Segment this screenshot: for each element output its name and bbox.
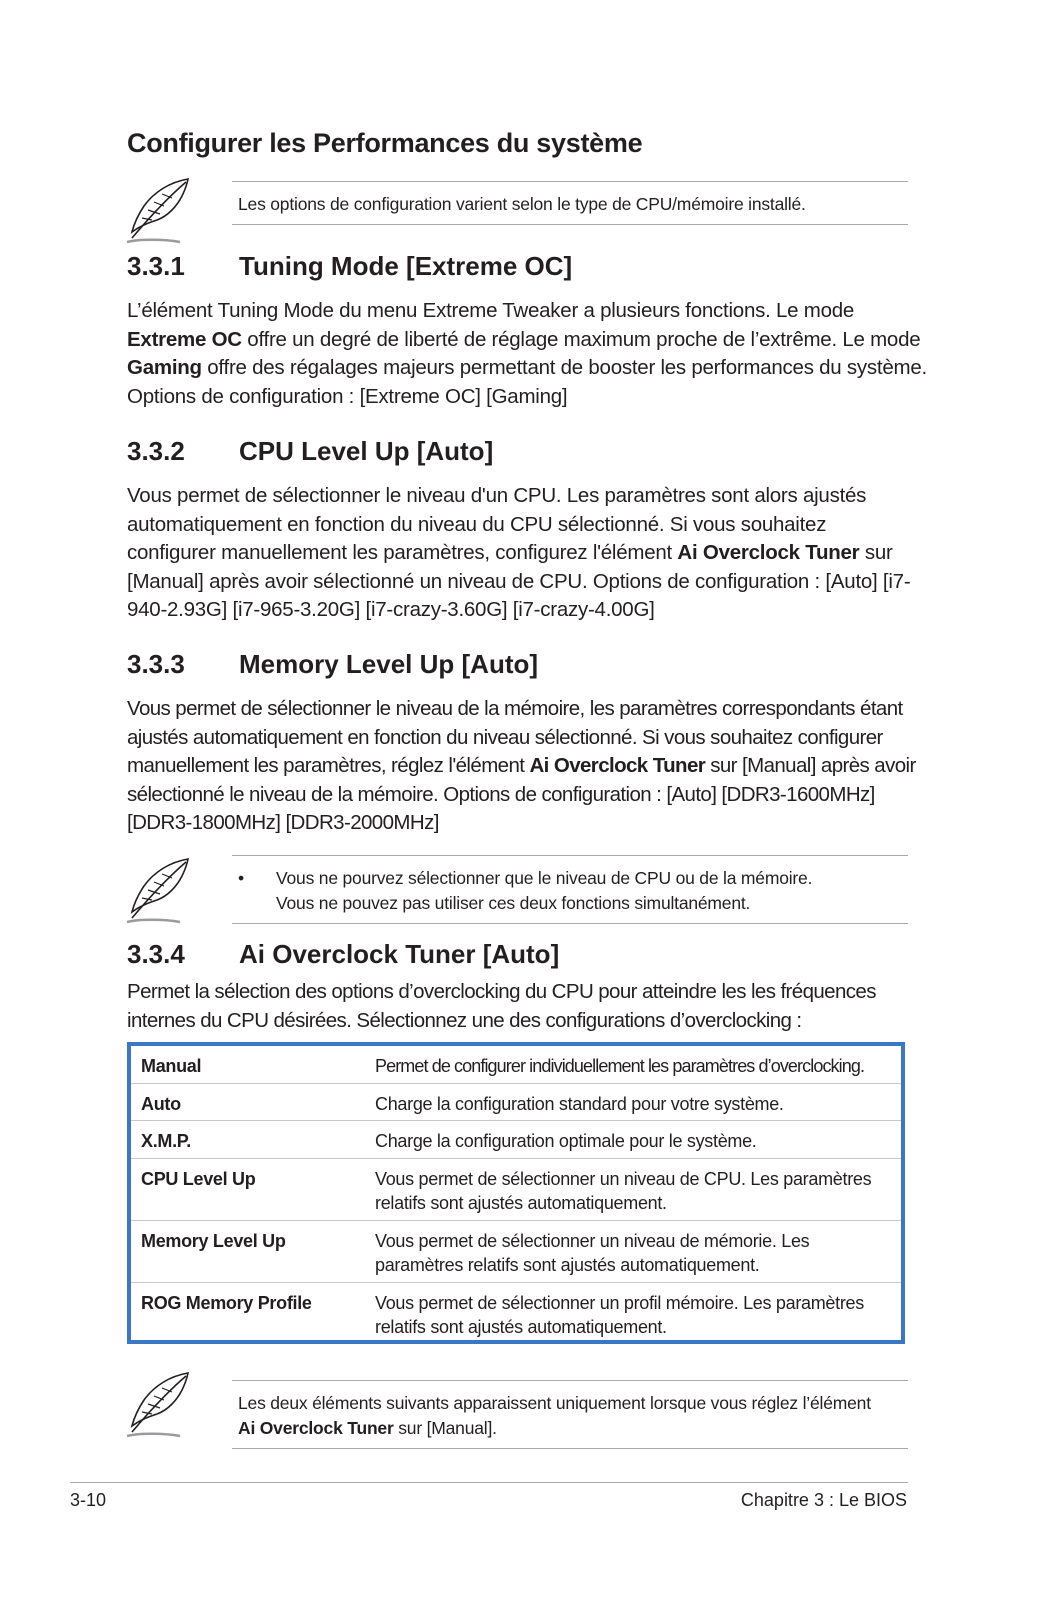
- section-name: Memory Level Up [Auto]: [239, 649, 539, 679]
- option-name: CPU Level Up: [131, 1158, 357, 1220]
- section-paragraph: L’élément Tuning Mode du menu Extreme Tweaker a plusieurs fonctions. Le mode Extreme OC offre un degré de liberté de réglage maximum proche de l’extrême. Le mode Gaming offre des régalages majeurs permettant de booster les performances du système. Options de configuration : [Extreme OC] [Gaming]: [127, 299, 927, 408]
- section-title-3-3-2: [127, 436, 493, 467]
- option-description: Charge la configuration standard pour votre système.: [357, 1083, 901, 1121]
- section-number: 3.3.3: [127, 649, 185, 679]
- note-bullet-list: [238, 866, 812, 916]
- section-paragraph: Vous permet de sélectionner le niveau de la mémoire, les paramètres correspondants étant ajustés automatiquement en fonction du niveau sélectionné. Si vous souhaitez configurer manuellement les paramètres, réglez l'élément Ai Overclock Tuner sur [Manual] après avoir sélectionné le niveau de la mémoire. Options de configuration : [Auto] [DDR3-1600MHz] [DDR3-1800MHz] [DDR3-2000MHz]: [127, 697, 916, 834]
- table-row: [131, 1158, 901, 1220]
- option-name: X.M.P.: [131, 1121, 357, 1159]
- section-name: Tuning Mode [Extreme OC]: [239, 251, 573, 281]
- option-name: Auto: [131, 1083, 357, 1121]
- feather-note-icon: [124, 856, 194, 926]
- section-title-3-3-3: [127, 649, 538, 680]
- note-bullet-item: • Vous ne pourvez sélectionner que le niveau de CPU ou de la mémoire.: [238, 868, 813, 888]
- footer-rule: [70, 1482, 908, 1483]
- note-top-rule: [232, 1380, 908, 1381]
- section-name: CPU Level Up [Auto]: [239, 436, 494, 466]
- section-number: 3.3.2: [127, 436, 185, 466]
- note-bottom-rule: [232, 1448, 908, 1449]
- feather-note-icon: [124, 1370, 194, 1440]
- table-row: [131, 1282, 901, 1344]
- section-title-3-3-4: [127, 939, 559, 970]
- page-number: 3-10: [70, 1490, 107, 1510]
- table-row: [131, 1121, 901, 1159]
- table-row: [131, 1083, 901, 1121]
- table-row: [131, 1220, 901, 1282]
- note-top-rule: [232, 181, 908, 182]
- section-paragraph: Vous permet de sélectionner le niveau d'un CPU. Les paramètres sont alors ajustés automatiquement en fonction du niveau du CPU sélectionné. Si vous souhaitez configurer manuellement les paramètres, configurez l'élément Ai Overclock Tuner sur [Manual] après avoir sélectionné un niveau de CPU. Options de configuration : [Auto] [i7-940-2.93G] [i7-965-3.20G] [i7-crazy-3.60G] [i7-crazy-4.00G]: [127, 484, 911, 621]
- option-description: Vous permet de sélectionner un niveau de mémorie. Les paramètres relatifs sont ajustés automatiquement.: [357, 1220, 901, 1282]
- options-table: [127, 1042, 905, 1344]
- page-title: Configurer les Performances du système: [127, 128, 643, 158]
- option-description: Vous permet de sélectionner un niveau de CPU. Les paramètres relatifs sont ajustés automatiquement.: [357, 1158, 901, 1220]
- feather-note-icon: [124, 176, 194, 246]
- note-text: Les deux éléments suivants apparaissent uniquement lorsque vous réglez l’élément Ai Overclock Tuner sur [Manual].: [238, 1393, 871, 1438]
- table-row: [131, 1046, 901, 1083]
- section-number: 3.3.1: [127, 251, 185, 281]
- note-bottom-rule: [232, 224, 908, 225]
- section-paragraph: Permet la sélection des options d’overclocking du CPU pour atteindre les les fréquences internes du CPU désirées. Sélectionnez une des configurations d’overclocking :: [127, 980, 876, 1032]
- note-top-rule: [232, 855, 908, 856]
- note-text: Les options de configuration varient selon le type de CPU/mémoire installé.: [238, 194, 806, 214]
- option-name: Memory Level Up: [131, 1220, 357, 1282]
- option-description: Permet de configurer individuellement les paramètres d’overclocking.: [357, 1046, 901, 1083]
- section-name: Ai Overclock Tuner [Auto]: [239, 939, 560, 969]
- chapter-label: Chapitre 3 : Le BIOS: [740, 1490, 907, 1510]
- note-bottom-rule: [232, 923, 908, 924]
- option-name: Manual: [131, 1046, 357, 1083]
- section-number: 3.3.4: [127, 939, 185, 969]
- section-title-3-3-1: [127, 251, 572, 282]
- option-description: Vous permet de sélectionner un profil mémoire. Les paramètres relatifs sont ajustés automatiquement.: [375, 1292, 864, 1337]
- option-name: ROG Memory Profile: [141, 1292, 312, 1313]
- option-description: Charge la configuration optimale pour le système.: [357, 1121, 901, 1159]
- note-bullet-item-continued: Vous ne pouvez pas utiliser ces deux fonctions simultanément.: [276, 893, 751, 913]
